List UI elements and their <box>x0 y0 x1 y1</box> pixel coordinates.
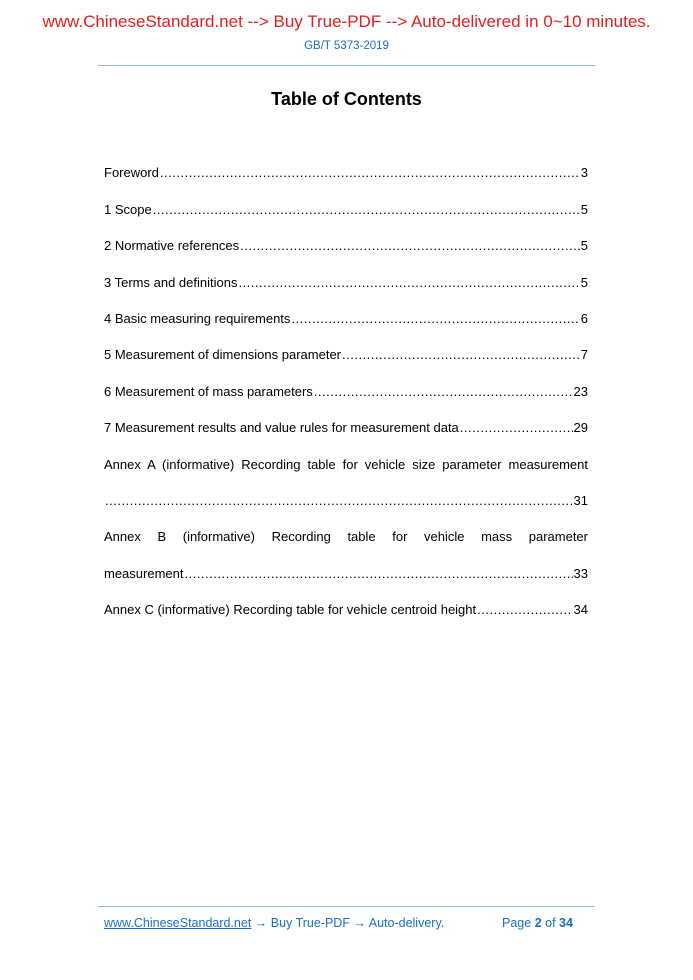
footer-buy-text: Buy True-PDF <box>270 916 350 930</box>
toc-entry-page: 31 <box>573 492 588 508</box>
toc-entry-dimensions[interactable] <box>104 326 588 362</box>
page-current: 2 <box>534 916 542 930</box>
page-title: Table of Contents <box>271 89 422 109</box>
page-number <box>502 916 573 930</box>
toc-entry-label: 2 Normative references <box>104 238 240 254</box>
toc-entry-annex-b[interactable] <box>104 544 588 580</box>
toc-entry-page: 33 <box>573 565 588 581</box>
toc-leader-dots <box>105 493 573 508</box>
toc-leader-dots <box>160 165 580 180</box>
toc-entry-terms-definitions[interactable] <box>104 253 588 289</box>
toc-entry-annex-a-line1[interactable] <box>104 435 588 471</box>
toc-entry-label: 3 Terms and definitions <box>104 274 238 290</box>
footer-divider <box>98 906 595 907</box>
toc-leader-dots <box>314 384 573 399</box>
toc-entry-annex-c[interactable] <box>104 581 588 617</box>
toc-leader-dots <box>291 311 579 326</box>
toc-entry-label: 1 Scope <box>104 201 152 217</box>
table-of-contents <box>104 144 588 617</box>
header-divider <box>98 65 595 66</box>
arrow-icon: → <box>254 916 268 930</box>
toc-entry-page: 5 <box>580 238 588 254</box>
toc-leader-dots <box>460 420 573 435</box>
toc-entry-page: 6 <box>580 310 588 326</box>
promo-banner[interactable]: www.ChineseStandard.net --> Buy True-PDF --> Auto-delivered in 0~10 minutes. <box>42 12 651 31</box>
toc-entry-label: 7 Measurement results and value rules for measurement data <box>104 420 459 436</box>
toc-entry-page: 5 <box>580 201 588 217</box>
toc-entry-label: Annex A (informative) Recording table for vehicle size parameter measurement <box>104 456 588 472</box>
toc-entry-page: 23 <box>573 383 588 399</box>
toc-entry-results-rules[interactable] <box>104 399 588 435</box>
toc-entry-label: measurement <box>104 565 184 581</box>
toc-leader-dots <box>342 347 580 362</box>
toc-leader-dots <box>240 238 580 253</box>
footer-delivery-text: Auto-delivery. <box>368 916 445 930</box>
toc-entry-page: 7 <box>580 347 588 363</box>
toc-entry-mass[interactable] <box>104 362 588 398</box>
toc-leader-dots <box>238 275 579 290</box>
toc-entry-page: 34 <box>573 602 588 618</box>
toc-entry-label: Annex B (informative) Recording table for vehicle mass parameter <box>104 529 588 545</box>
arrow-icon: → <box>353 916 366 930</box>
toc-entry-normative-references[interactable] <box>104 217 588 253</box>
toc-entry-page: 29 <box>573 420 588 436</box>
toc-entry-label: 6 Measurement of mass parameters <box>104 383 313 399</box>
toc-entry-foreword[interactable] <box>104 144 588 180</box>
toc-entry-label: 5 Measurement of dimensions parameter <box>104 347 342 363</box>
toc-entry-annex-b-line1[interactable] <box>104 508 588 544</box>
footer-site-link[interactable]: www.ChineseStandard.net <box>104 916 252 930</box>
toc-entry-label: Foreword <box>104 165 159 181</box>
toc-entry-label: Annex C (informative) Recording table for vehicle centroid height <box>104 602 477 618</box>
standard-code: GB/T 5373-2019 <box>304 40 389 52</box>
toc-entry-basic-measuring[interactable] <box>104 290 588 326</box>
toc-leader-dots <box>184 566 572 581</box>
of-word: of <box>545 916 556 930</box>
toc-entry-page: 5 <box>580 274 588 290</box>
toc-leader-dots <box>477 602 572 617</box>
toc-entry-page: 3 <box>580 165 588 181</box>
toc-entry-scope[interactable] <box>104 180 588 216</box>
page-total: 34 <box>559 916 573 930</box>
footer-links <box>104 916 444 930</box>
toc-entry-label: 4 Basic measuring requirements <box>104 310 291 326</box>
page-word: Page <box>502 916 532 930</box>
toc-leader-dots <box>153 202 580 217</box>
toc-entry-annex-a[interactable] <box>104 472 588 508</box>
